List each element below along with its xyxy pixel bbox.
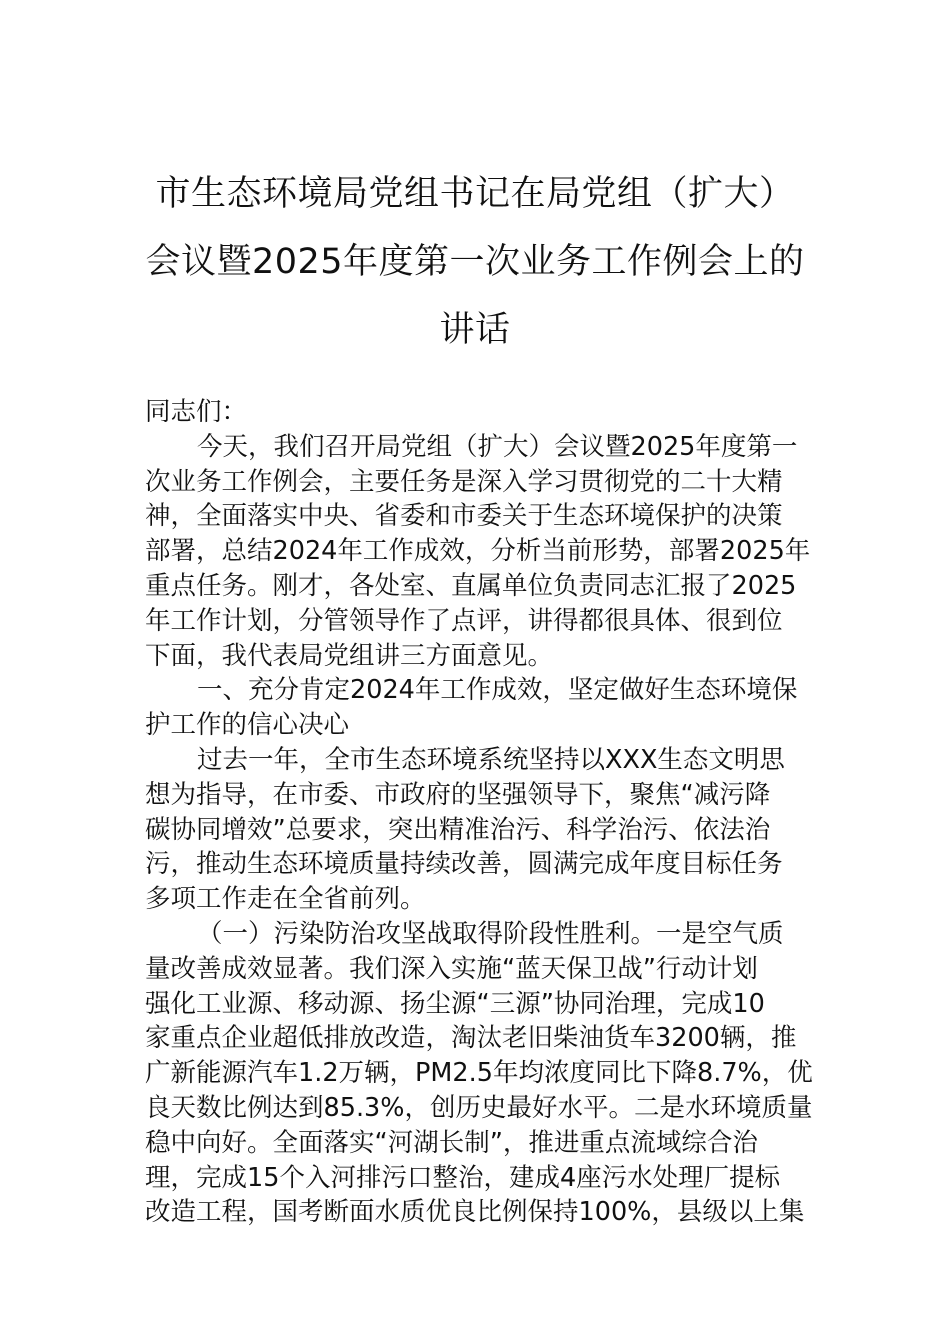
title-line: 会议暨2025年度第一次业务工作例会上的 xyxy=(145,242,805,282)
paragraph-line: 碳协同增效”总要求，突出精准治污、科学治污、依法治 xyxy=(145,814,771,845)
paragraph-line: 想为指导，在市委、市政府的坚强领导下，聚焦“减污降 xyxy=(145,779,771,810)
paragraph-line: 部署，总结2024年工作成效，分析当前形势，部署2025年 xyxy=(145,536,811,567)
paragraph-line: 次业务工作例会，主要任务是深入学习贯彻党的二十大精 xyxy=(145,466,783,497)
paragraph-line: 污，推动生态环境质量持续改善，圆满完成年度目标任务 xyxy=(145,849,783,880)
paragraph-line: 理，完成15个入河排污口整治，建成4座污水处理厂提标 xyxy=(145,1162,781,1193)
paragraph-line: 改造工程，国考断面水质优良比例保持100%，县级以上集 xyxy=(145,1197,805,1228)
paragraph-line: （一）污染防治攻坚战取得阶段性胜利。一是空气质 xyxy=(197,918,784,949)
title-line: 市生态环境局党组书记在局党组（扩大） xyxy=(155,174,795,214)
salutation-text: 同志们： xyxy=(145,397,248,427)
paragraph-line: 过去一年，全市生态环境系统坚持以XXX生态文明思 xyxy=(197,744,785,775)
title-line: 讲话 xyxy=(439,310,511,350)
paragraph-line: 家重点企业超低排放改造，淘汰老旧柴油货车3200辆，推 xyxy=(145,1023,797,1054)
paragraph-line: 多项工作走在全省前列。 xyxy=(145,884,426,915)
document-title xyxy=(130,160,820,364)
document-body xyxy=(145,395,813,1230)
paragraph-line: 年工作计划，分管领导作了点评，讲得都很具体、很到位 xyxy=(145,605,783,636)
paragraph-line: 神，全面落实中央、省委和市委关于生态环境保护的决策 xyxy=(145,501,783,532)
paragraph-line: 强化工业源、移动源、扬尘源“三源”协同治理，完成10 xyxy=(145,988,765,1019)
salutation xyxy=(145,395,810,430)
paragraph-line: 广新能源汽车1.2万辆，PM2.5年均浓度同比下降8.7%，优 xyxy=(145,1058,813,1089)
paragraph-line: 量改善成效显著。我们深入实施“蓝天保卫战”行动计划 xyxy=(145,953,758,984)
heading-line: 一、充分肯定2024年工作成效，坚定做好生态环境保 xyxy=(197,675,798,706)
paragraph-line: 良天数比例达到85.3%，创历史最好水平。二是水环境质量 xyxy=(145,1092,813,1123)
paragraph-intro xyxy=(145,430,810,674)
paragraph-line: 今天，我们召开局党组（扩大）会议暨2025年度第一 xyxy=(197,431,798,462)
heading-line: 护工作的信心决心 xyxy=(145,710,350,741)
paragraph-pollution xyxy=(145,917,813,1230)
section-heading-one xyxy=(145,673,810,743)
paragraph-line: 重点任务。刚才，各处室、直属单位负责同志汇报了2025 xyxy=(145,570,797,601)
paragraph-line: 下面，我代表局党组讲三方面意见。 xyxy=(145,640,554,671)
paragraph-review xyxy=(145,743,810,917)
paragraph-line: 稳中向好。全面落实“河湖长制”，推进重点流域综合治 xyxy=(145,1127,758,1158)
